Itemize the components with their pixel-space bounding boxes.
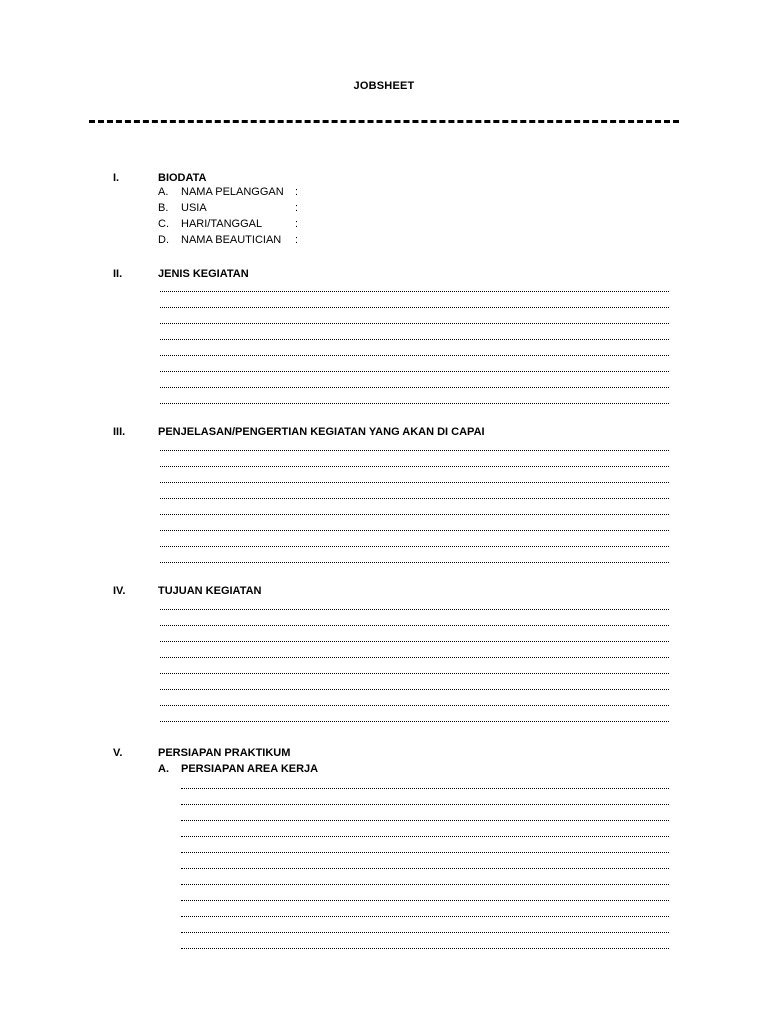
- answer-line[interactable]: [181, 820, 669, 821]
- subsection-letter-area-kerja: A.: [158, 763, 169, 775]
- answer-line[interactable]: [181, 884, 669, 885]
- answer-line[interactable]: [181, 932, 669, 933]
- field-colon: :: [295, 218, 299, 230]
- answer-line[interactable]: [181, 868, 669, 869]
- answer-line[interactable]: [160, 721, 669, 722]
- answer-line[interactable]: [160, 371, 669, 372]
- answer-line[interactable]: [160, 387, 669, 388]
- answer-line[interactable]: [160, 530, 669, 531]
- field-colon: :: [295, 202, 299, 214]
- answer-line[interactable]: [160, 514, 669, 515]
- answer-line[interactable]: [160, 562, 669, 563]
- answer-line[interactable]: [160, 482, 669, 483]
- answer-line[interactable]: [160, 498, 669, 499]
- answer-line[interactable]: [160, 403, 669, 404]
- answer-line[interactable]: [160, 323, 669, 324]
- field-colon: :: [295, 186, 299, 198]
- section-number-tujuan: IV.: [113, 585, 126, 597]
- field-colon: :: [295, 234, 299, 246]
- section-number-persiapan: V.: [113, 747, 123, 759]
- section-number-penjelasan: III.: [113, 426, 126, 438]
- field-label: NAMA PELANGGAN: [181, 186, 284, 198]
- answer-line[interactable]: [181, 804, 669, 805]
- answer-line[interactable]: [160, 307, 669, 308]
- answer-line[interactable]: [181, 788, 669, 789]
- field-label: USIA: [181, 202, 207, 214]
- field-letter: C.: [158, 218, 169, 230]
- answer-line[interactable]: [160, 657, 669, 658]
- subsection-title-area-kerja: PERSIAPAN AREA KERJA: [181, 763, 319, 775]
- answer-line[interactable]: [181, 948, 669, 949]
- section-number-biodata: I.: [113, 172, 120, 184]
- answer-line[interactable]: [181, 916, 669, 917]
- answer-line[interactable]: [160, 673, 669, 674]
- answer-line[interactable]: [160, 641, 669, 642]
- page-title: JOBSHEET: [353, 80, 415, 92]
- answer-line[interactable]: [160, 355, 669, 356]
- section-title-persiapan: PERSIAPAN PRAKTIKUM: [158, 747, 291, 759]
- answer-line[interactable]: [181, 852, 669, 853]
- field-letter: D.: [158, 234, 169, 246]
- answer-line[interactable]: [160, 689, 669, 690]
- answer-line[interactable]: [160, 625, 669, 626]
- section-number-jenis: II.: [113, 268, 123, 280]
- answer-line[interactable]: [160, 339, 669, 340]
- section-title-tujuan: TUJUAN KEGIATAN: [158, 585, 262, 597]
- answer-line[interactable]: [160, 450, 669, 451]
- answer-line[interactable]: [160, 705, 669, 706]
- field-letter: B.: [158, 202, 169, 214]
- field-letter: A.: [158, 186, 169, 198]
- answer-line[interactable]: [160, 466, 669, 467]
- field-label: HARI/TANGGAL: [181, 218, 263, 230]
- section-title-jenis: JENIS KEGIATAN: [158, 268, 249, 280]
- answer-line[interactable]: [160, 291, 669, 292]
- answer-line[interactable]: [160, 546, 669, 547]
- section-title-penjelasan: PENJELASAN/PENGERTIAN KEGIATAN YANG AKAN DI CAPAI: [158, 426, 485, 438]
- answer-line[interactable]: [160, 609, 669, 610]
- header-divider: [89, 120, 679, 123]
- field-label: NAMA BEAUTICIAN: [181, 234, 282, 246]
- answer-line[interactable]: [181, 900, 669, 901]
- answer-line[interactable]: [181, 836, 669, 837]
- section-title-biodata: BIODATA: [158, 172, 207, 184]
